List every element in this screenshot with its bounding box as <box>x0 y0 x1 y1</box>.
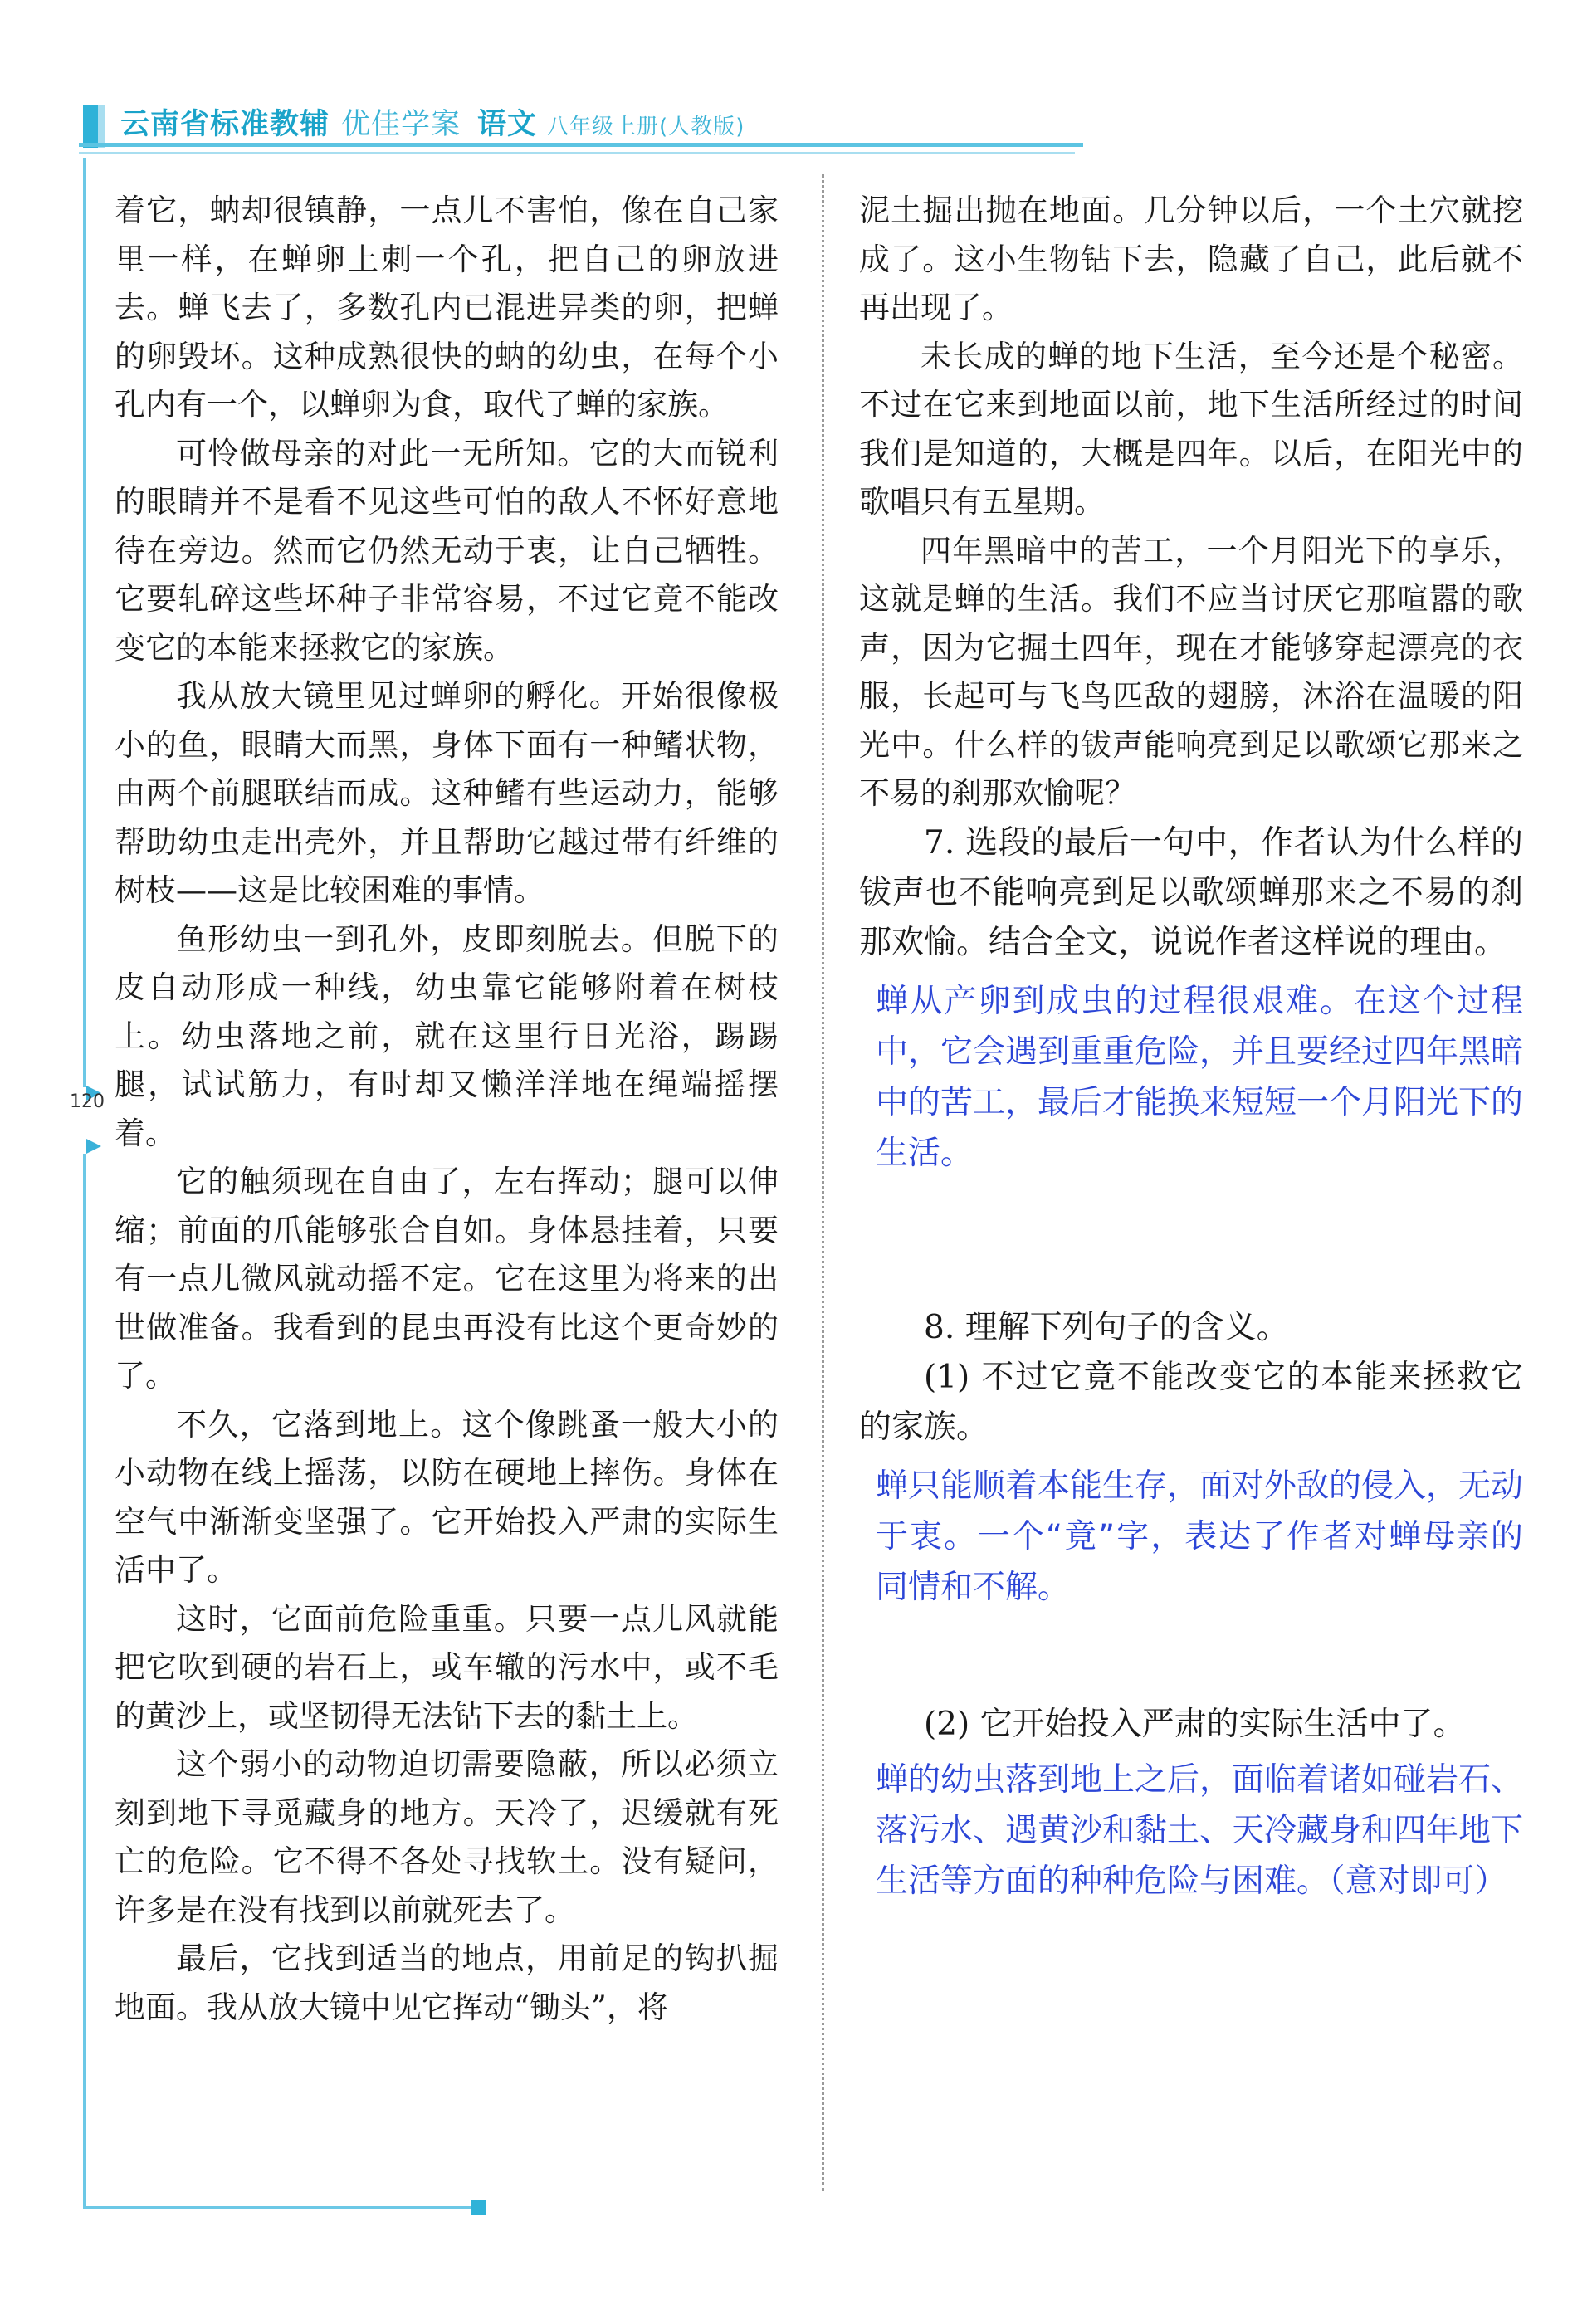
left-paragraph: 我从放大镜里见过蝉卵的孵化。开始很像极小的鱼，眼睛大而黑，身体下面有一种鳍状物，由两个前腿联结而成。这种鳍有些运动力，能够帮助幼虫走出壳外，并且帮助它越过带有纤维的树枝——这是比较困难的事情。 <box>115 678 779 908</box>
right-paragraph: 未长成的蝉的地下生活，至今还是个秘密。不过在它来到地面以前，地下生活所经过的时间我们是知道的，大概是四年。以后，在阳光中的歌唱只有五星期。 <box>859 338 1523 520</box>
header-rule-thin <box>79 152 1075 154</box>
header-series: 优佳学案 <box>341 108 461 141</box>
header-corner-mark <box>83 105 98 148</box>
left-paragraph: 着它，蚋却很镇静，一点儿不害怕，像在自己家里一样，在蝉卵上刺一个孔，把自己的卵放进去。蝉飞去了，多数孔内已混进异类的卵，把蝉的卵毁坏。这种成熟很快的蚋的幼虫，在每个小孔内有一个，以蝉卵为食，取代了蝉的家族。 <box>115 193 779 422</box>
answer-8-1: 蝉只能顺着本能生存，面对外敌的侵入，无动于衷。一个“竟”字，表达了作者对蝉母亲的同情和不解。 <box>876 1467 1524 1606</box>
header-subject: 语文 <box>477 108 538 141</box>
left-paragraph: 最后，它找到适当的地点，用前足的钩扒掘地面。我从放大镜中见它挥动“锄头”，将 <box>115 1941 779 2025</box>
question-8-2: (2) 它开始投入严肃的实际生活中了。 <box>924 1705 1466 1743</box>
margin-rule-top <box>83 158 86 1087</box>
question-8: 8. 理解下列句子的含义。 <box>924 1308 1289 1346</box>
left-paragraph: 鱼形幼虫一到孔外，皮即刻脱去。但脱下的皮自动形成一种线，幼虫靠它能够附着在树枝上。幼虫落地之前，就在这里行日光浴，踢踢腿，试试筋力，有时却又懒洋洋地在绳端摇摆着。 <box>115 920 779 1151</box>
header-grade: 八年级上册(人教版) <box>547 115 745 139</box>
page-number: 120 <box>70 1091 105 1112</box>
header-corner-mark-light <box>98 105 105 148</box>
question-8-1: (1) 不过它竟不能改变它的本能来拯救它的家族。 <box>859 1358 1523 1446</box>
header-title <box>120 101 745 143</box>
column-divider <box>822 174 824 2191</box>
right-column-text <box>859 187 1523 1907</box>
answer-8-2: 蝉的幼虫落到地上之后，面临着诸如碰岩石、落污水、遇黄沙和黏土、天冷藏身和四年地下生活等方面的种种危险与困难。（意对即可） <box>876 1760 1524 1900</box>
left-column-text <box>115 187 779 2032</box>
left-paragraph: 这时，它面前危险重重。只要一点儿风就能把它吹到硬的岩石上，或车辙的污水中，或不毛的黄沙上，或坚韧得无法钻下去的黏土上。 <box>115 1600 779 1734</box>
left-paragraph: 它的触须现在自由了，左右挥动；腿可以伸缩；前面的爪能够张合自如。身体悬挂着，只要有一点儿微风就动摇不定。它在这里为将来的出世做准备。我看到的昆虫再没有比这个更奇妙的了。 <box>115 1164 779 1394</box>
answer-7: 蝉从产卵到成虫的过程很艰难。在这个过程中，它会遇到重重危险，并且要经过四年黑暗中的苦工，最后才能换来短短一个月阳光下的生活。 <box>876 982 1524 1172</box>
page-header <box>0 0 1592 166</box>
right-paragraph: 泥土掘出抛在地面。几分钟以后，一个土穴就挖成了。这小生物钻下去，隐藏了自己，此后就不再出现了。 <box>859 193 1523 325</box>
left-paragraph: 可怜做母亲的对此一无所知。它的大而锐利的眼睛并不是看不见这些可怕的敌人不怀好意地待在旁边。然而它仍然无动于衷，让自己牺牲。它要轧碎这些坏种子非常容易，不过它竟不能改变它的本能来拯救它的家族。 <box>115 435 779 666</box>
left-paragraph: 不久，它落到地上。这个像跳蚤一般大小的小动物在线上摇荡，以防在硬地上摔伤。身体在空气中渐渐变坚强了。它开始投入严肃的实际生活中了。 <box>115 1406 779 1588</box>
margin-rule-bottom <box>83 1154 86 2208</box>
footer-rule <box>83 2206 473 2209</box>
header-brand: 云南省标准教辅 <box>120 108 330 141</box>
right-paragraph: 四年黑暗中的苦工，一个月阳光下的享乐，这就是蝉的生活。我们不应当讨厌它那喧嚣的歌声，因为它掘土四年，现在才能够穿起漂亮的衣服，长起可与飞鸟匹敌的翅膀，沐浴在温暖的阳光中。什么样的钹声能响亮到足以歌颂它那来之不易的刹那欢愉呢？ <box>859 532 1523 811</box>
header-rule <box>79 143 1083 147</box>
question-7: 7. 选段的最后一句中，作者认为什么样的钹声也不能响亮到足以歌颂蝉那来之不易的刹那欢愉。结合全文，说说作者这样说的理由。 <box>859 823 1523 961</box>
left-paragraph: 这个弱小的动物迫切需要隐蔽，所以必须立刻到地下寻觅藏身的地方。天冷了，迟缓就有死亡的危险。它不得不各处寻找软土。没有疑问，许多是在没有找到以前就死去了。 <box>115 1746 779 1928</box>
footer-square-mark <box>471 2200 486 2215</box>
page-marker-arrow-bottom <box>86 1139 101 1154</box>
